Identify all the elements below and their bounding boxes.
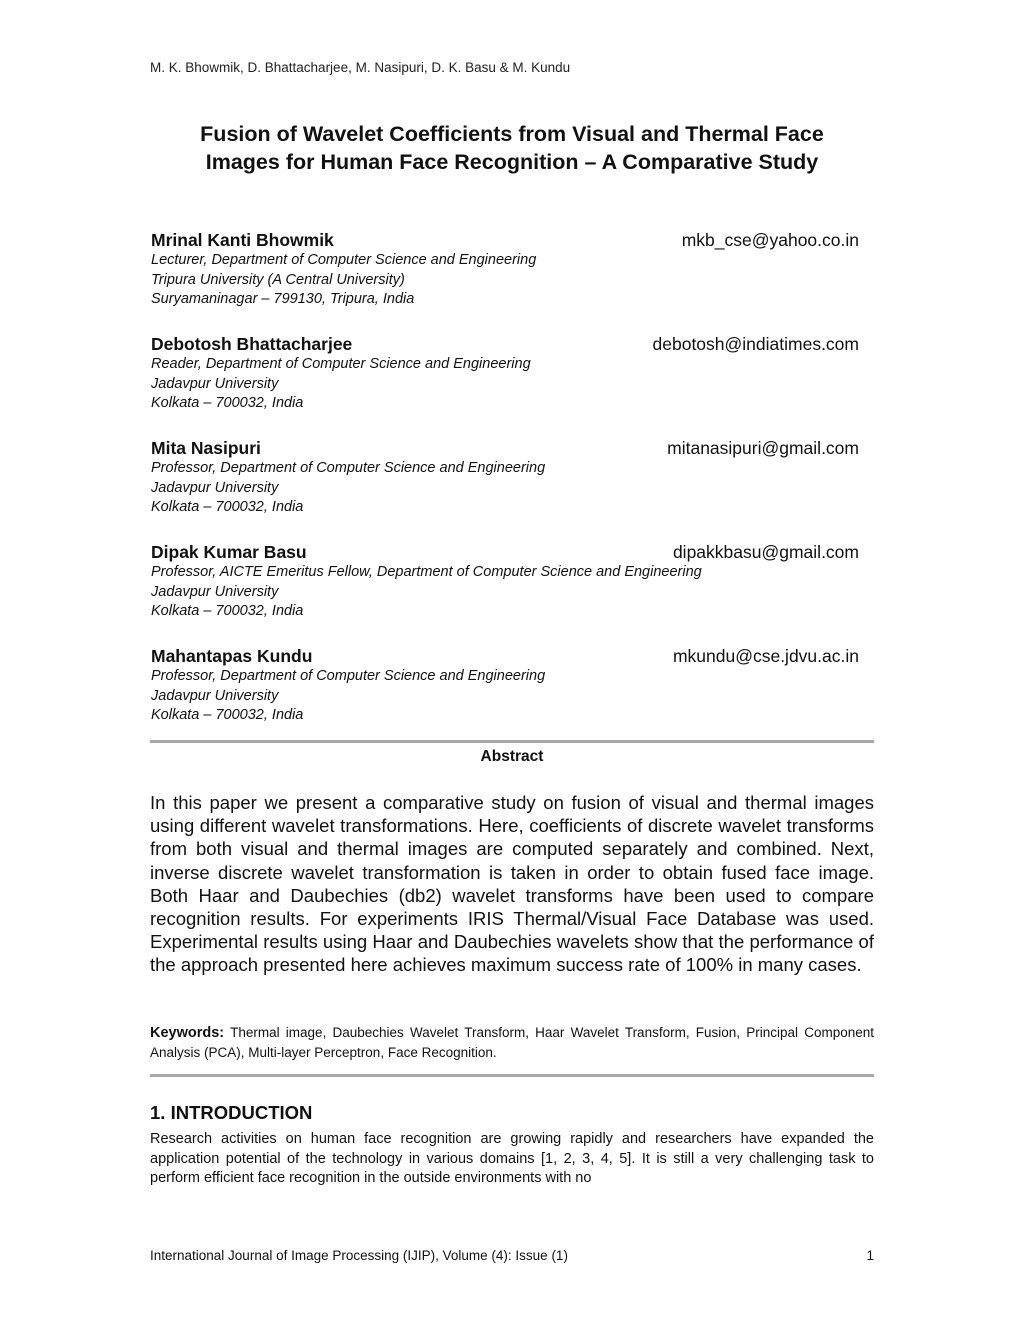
footer-journal: International Journal of Image Processing (IJIP), Volume (4): Issue (1): [150, 1248, 568, 1263]
author-institution: Jadavpur University: [151, 479, 279, 496]
author-block: [151, 645, 859, 749]
author-block: [151, 541, 859, 645]
author-position: Professor, Department of Computer Science and Engineering: [151, 460, 546, 476]
author-address: Suryamaninagar – 799130, Tripura, India: [151, 291, 415, 307]
author-institution: Tripura University (A Central University): [151, 271, 405, 288]
title-line-2: Images for Human Face Recognition – A Comparative Study: [205, 150, 819, 174]
author-address: Kolkata – 700032, India: [151, 603, 304, 619]
author-address: Kolkata – 700032, India: [151, 499, 304, 515]
author-position: Lecturer, Department of Computer Science and Engineering: [151, 252, 537, 268]
keywords: [150, 1023, 874, 1062]
title-line-1: Fusion of Wavelet Coefficients from Visual and Thermal Face: [200, 122, 824, 146]
author-block: [151, 333, 859, 437]
running-head: M. K. Bhowmik, D. Bhattacharjee, M. Nasipuri, D. K. Basu & M. Kundu: [150, 60, 571, 75]
author-email[interactable]: mkundu@cse.jdvu.ac.in: [672, 646, 859, 666]
keywords-label: Keywords:: [150, 1025, 225, 1041]
author-block: [151, 437, 859, 541]
introduction-text: Research activities on human face recognition are growing rapidly and researchers have expanded the application potential of the technology in various domains [1, 2, 3, 4, 5]. It is still a very challenging task to perform efficient face recognition in the outside environments with no: [150, 1131, 874, 1186]
introduction-heading: 1. INTRODUCTION: [150, 1102, 313, 1123]
page-number: 1: [866, 1248, 874, 1263]
author-block: [151, 229, 859, 333]
author-address: Kolkata – 700032, India: [151, 395, 304, 411]
author-email[interactable]: mkb_cse@yahoo.co.in: [681, 230, 859, 250]
keywords-text: Thermal image, Daubechies Wavelet Transform, Haar Wavelet Transform, Fusion, Principal Component Analysis (PCA), Multi-layer Perceptron, Face Recognition.: [150, 1025, 874, 1060]
author-name: Dipak Kumar Basu: [151, 542, 307, 562]
author-institution: Jadavpur University: [151, 583, 279, 600]
author-position: Reader, Department of Computer Science and Engineering: [151, 356, 531, 372]
author-position: Professor, AICTE Emeritus Fellow, Department of Computer Science and Engineering: [151, 564, 702, 580]
author-name: Debotosh Bhattacharjee: [151, 334, 353, 354]
author-name: Mahantapas Kundu: [151, 646, 313, 666]
section-divider: [150, 1074, 874, 1077]
section-divider: [150, 740, 874, 743]
author-name: Mita Nasipuri: [151, 438, 261, 458]
author-list: [151, 229, 859, 749]
author-institution: Jadavpur University: [151, 375, 279, 392]
author-email[interactable]: debotosh@indiatimes.com: [652, 334, 859, 354]
abstract-text: In this paper we present a comparative study on fusion of visual and thermal images using different wavelet transformations. Here, coefficients of discrete wavelet transforms from both visual and thermal images are computed separately and combined. Next, inverse discrete wavelet transformation is taken in order to obtain fused face image. Both Haar and Daubechies (db2) wavelet transforms have been used to compare recognition results. For experiments IRIS Thermal/Visual Face Database was used. Experimental results using Haar and Daubechies wavelets show that the performance of the approach presented here achieves maximum success rate of 100% in many cases.: [150, 792, 874, 976]
author-email[interactable]: mitanasipuri@gmail.com: [667, 438, 859, 458]
paper-title: [150, 120, 874, 176]
author-email[interactable]: dipakkbasu@gmail.com: [672, 542, 859, 562]
author-position: Professor, Department of Computer Science and Engineering: [151, 668, 546, 684]
abstract-heading: Abstract: [480, 748, 544, 765]
author-name: Mrinal Kanti Bhowmik: [151, 230, 334, 250]
author-institution: Jadavpur University: [151, 687, 279, 704]
author-address: Kolkata – 700032, India: [151, 707, 304, 723]
